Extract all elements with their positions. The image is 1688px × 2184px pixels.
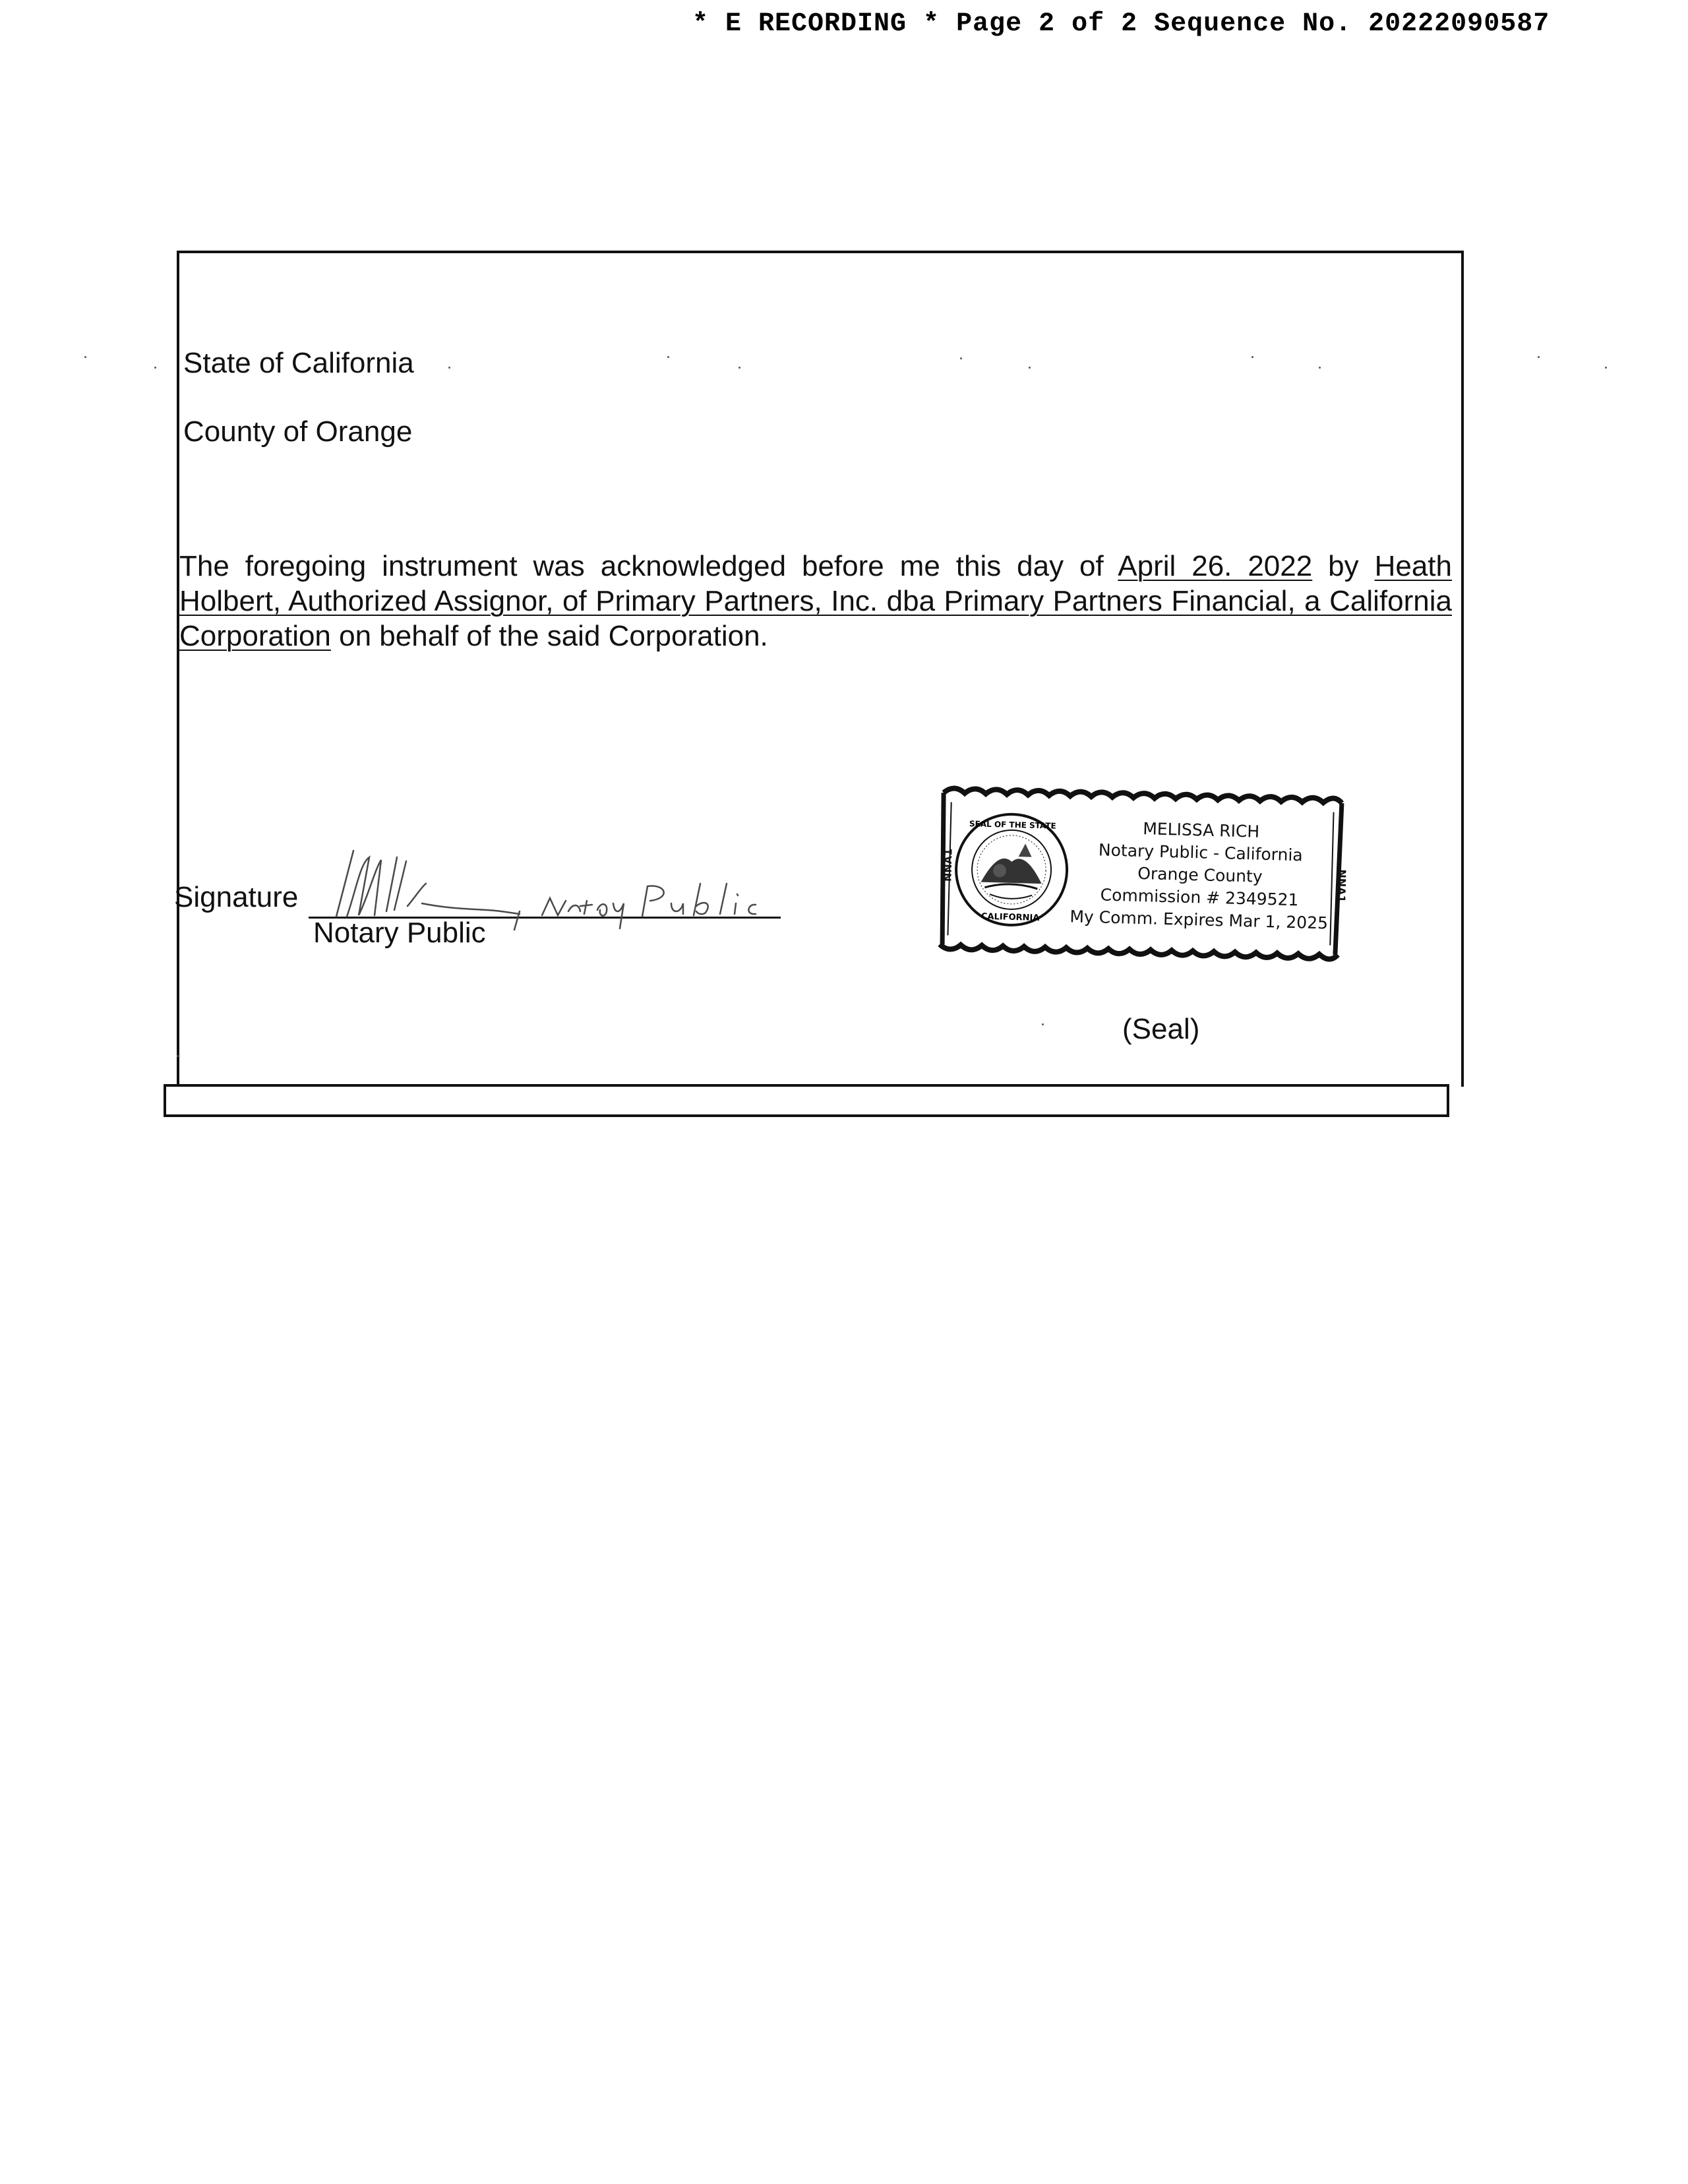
signer-name: Heath Holbert, Authorized Assignor, of Primary Partners, Inc. dba Primary Partners Financial, a California Corporation <box>179 550 1453 652</box>
notary-expiration: My Comm. Expires Mar 1, 2025 <box>1070 907 1329 933</box>
form-bottom-rule <box>164 1084 1449 1117</box>
county-line: County of Orange <box>183 415 413 448</box>
notary-county: Orange County <box>1137 863 1263 886</box>
acknowledgment-date: April 26. 2022 <box>1118 550 1313 582</box>
notary-public-label: Notary Public <box>313 917 486 949</box>
scan-speck <box>960 357 962 359</box>
stamp-text-block <box>1060 816 1340 935</box>
svg-text:CALIFORNIA: CALIFORNIA <box>980 911 1040 923</box>
scan-speck <box>154 367 156 369</box>
stamp-side-code-right: NNA1 <box>1335 869 1348 903</box>
seal-label: (Seal) <box>1122 1013 1200 1045</box>
scan-speck <box>1538 356 1540 358</box>
california-seal-icon <box>951 809 1073 931</box>
acknowledgment-paragraph <box>179 549 1452 653</box>
signature-label: Signature <box>174 881 299 913</box>
scan-speck <box>448 367 450 369</box>
notary-name: MELISSA RICH <box>1142 819 1260 841</box>
scan-speck <box>84 356 86 358</box>
scan-speck <box>1319 367 1321 369</box>
paragraph-intro: The foregoing instrument was acknowledged before me this day of <box>179 550 1118 582</box>
notary-commission: Commission # 2349521 <box>1100 885 1299 910</box>
paragraph-end: on behalf of the said Corporation. <box>330 620 768 652</box>
paragraph-by: by <box>1312 550 1375 582</box>
scan-speck <box>177 1055 179 1057</box>
svg-text:SEAL OF THE STATE: SEAL OF THE STATE <box>969 819 1056 831</box>
stamp-side-code-left: NNA1 <box>941 848 955 882</box>
state-line: State of California <box>183 347 414 379</box>
scan-speck <box>738 367 740 369</box>
scan-speck <box>1251 356 1253 358</box>
notary-stamp <box>928 779 1354 969</box>
scan-speck <box>1029 367 1031 369</box>
scan-speck <box>667 356 669 358</box>
handwritten-signature <box>310 837 785 943</box>
scan-speck <box>1042 1023 1044 1025</box>
scan-speck <box>1605 367 1607 369</box>
notary-title: Notary Public - California <box>1098 840 1304 865</box>
recording-header: * E RECORDING * Page 2 of 2 Sequence No. 20222090587 <box>692 9 1550 39</box>
